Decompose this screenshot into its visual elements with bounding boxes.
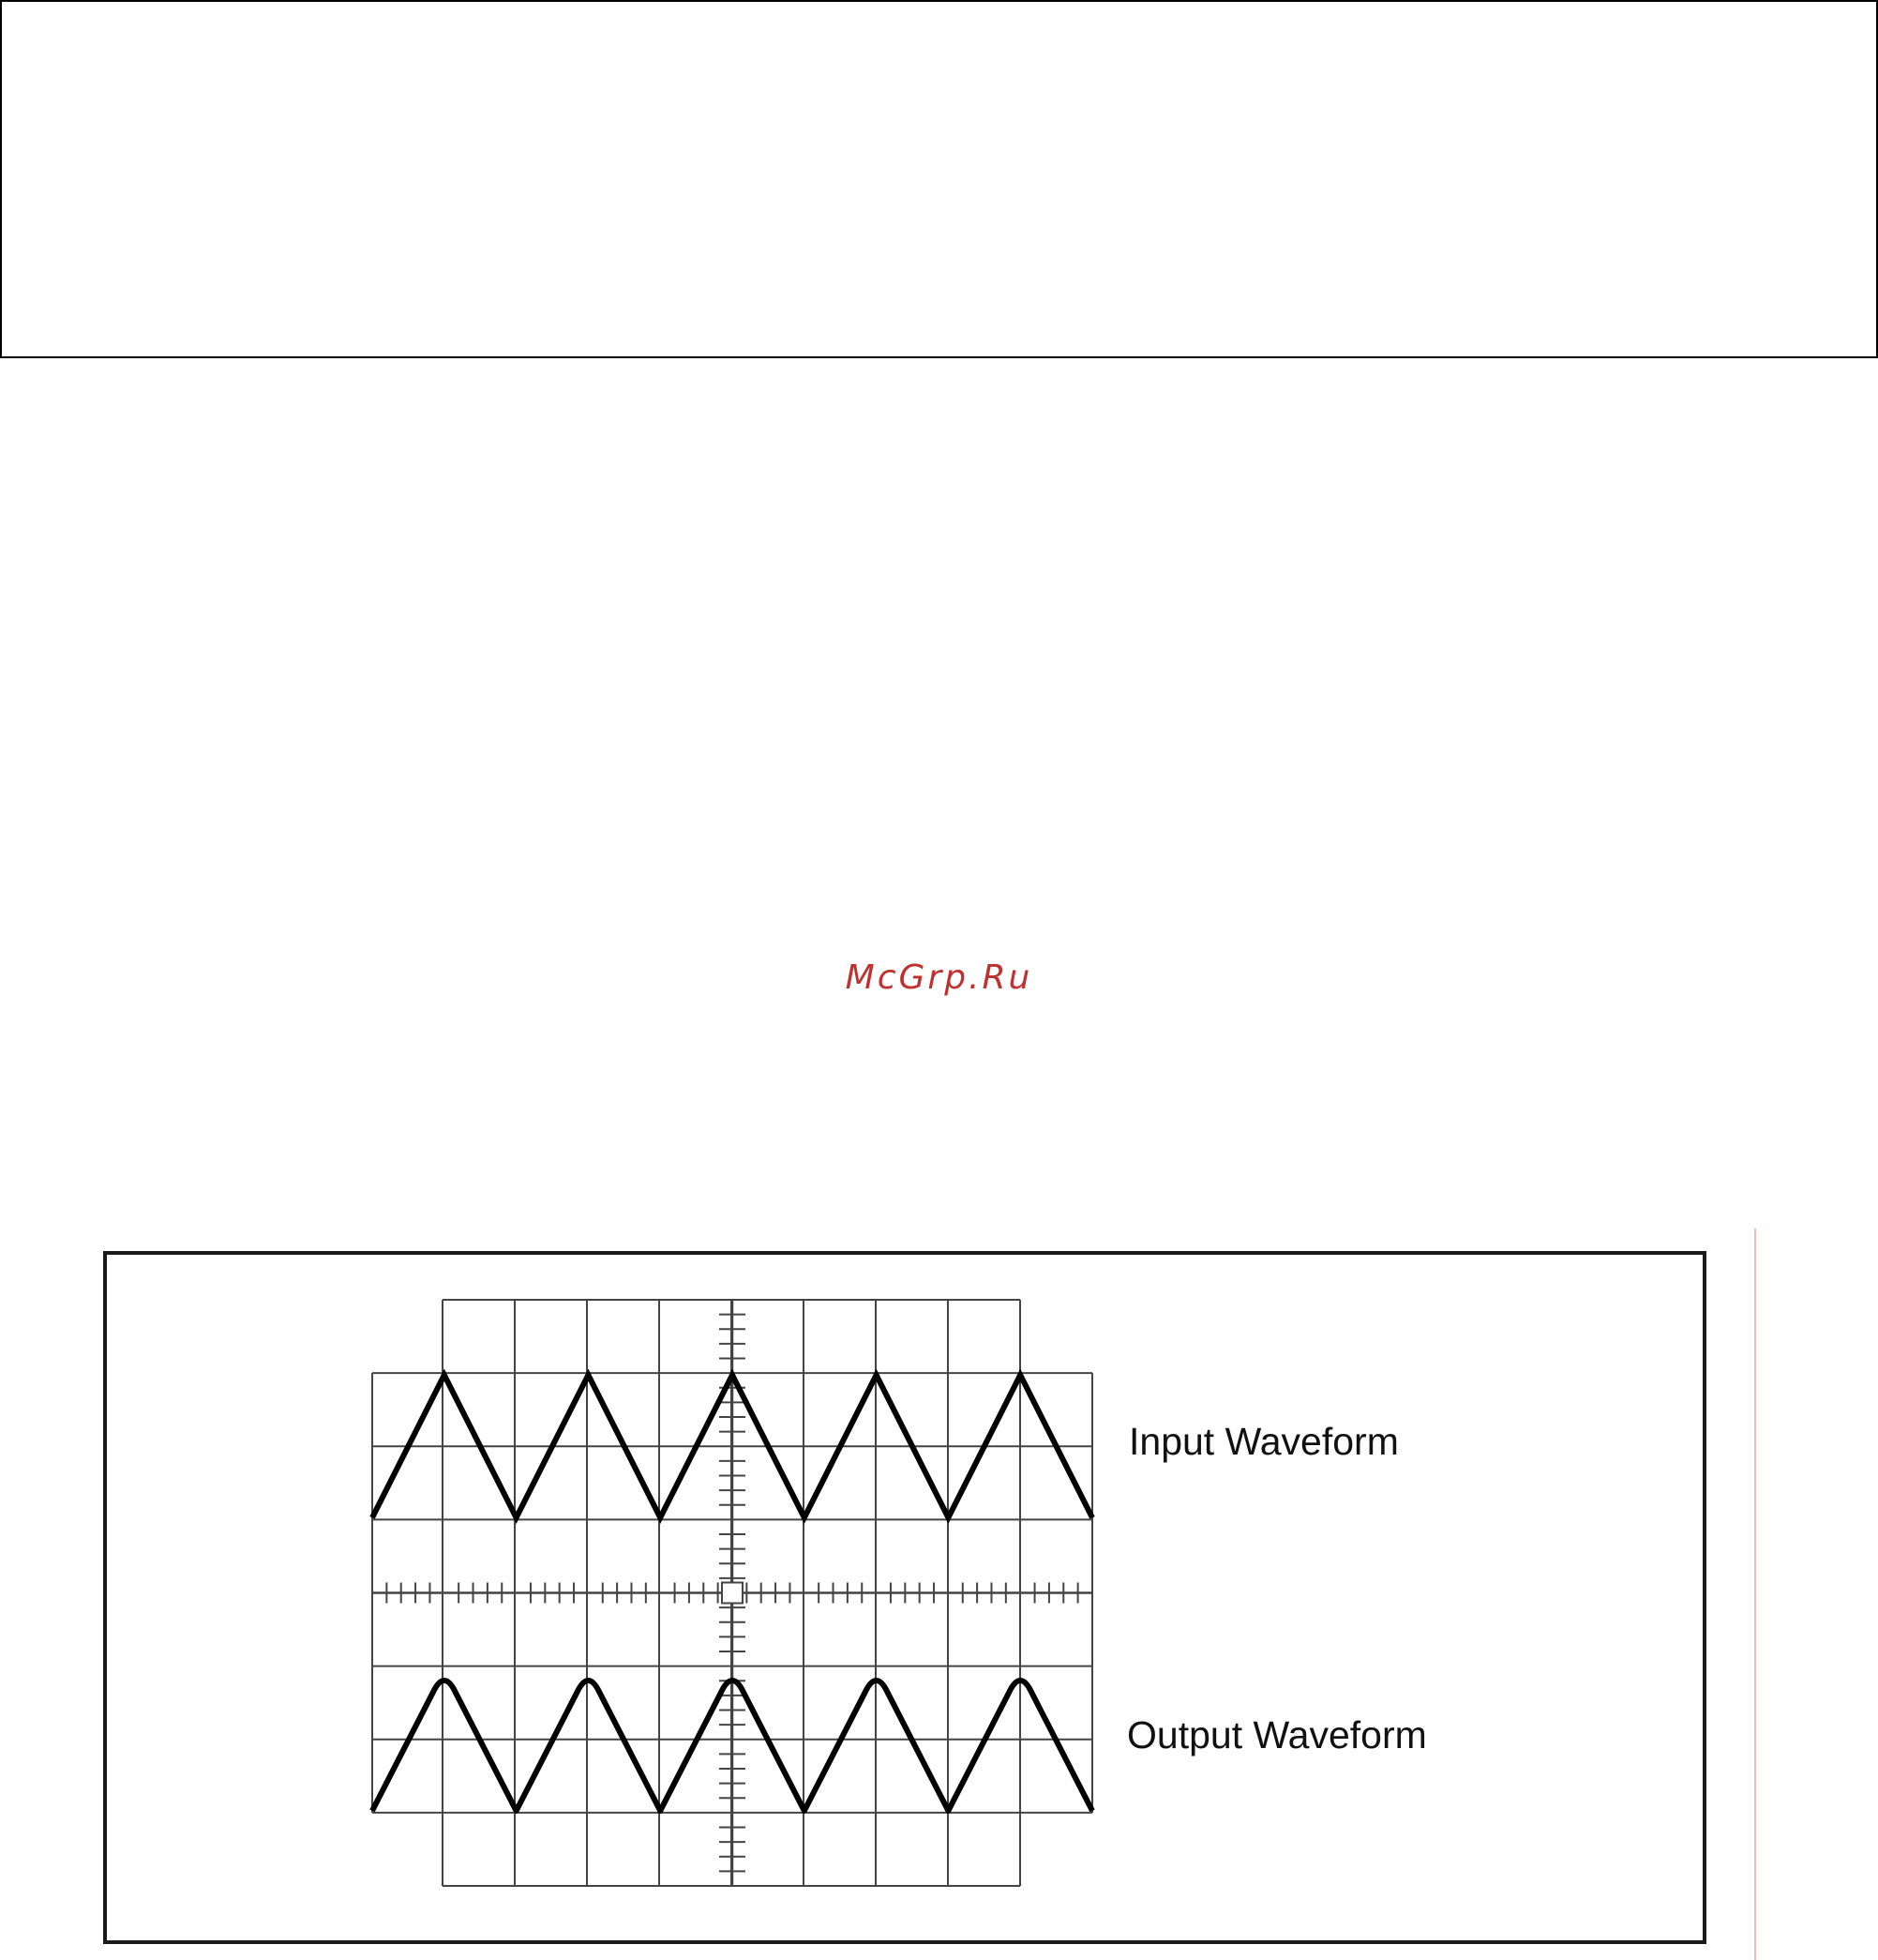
center-reticle xyxy=(722,1583,743,1604)
output-waveform-label: Output Waveform xyxy=(1127,1713,1427,1756)
input-waveform-label: Input Waveform xyxy=(1129,1420,1399,1463)
graticule-center-ticks xyxy=(372,1300,1092,1886)
watermark-text: McGrp.Ru xyxy=(845,958,1033,997)
